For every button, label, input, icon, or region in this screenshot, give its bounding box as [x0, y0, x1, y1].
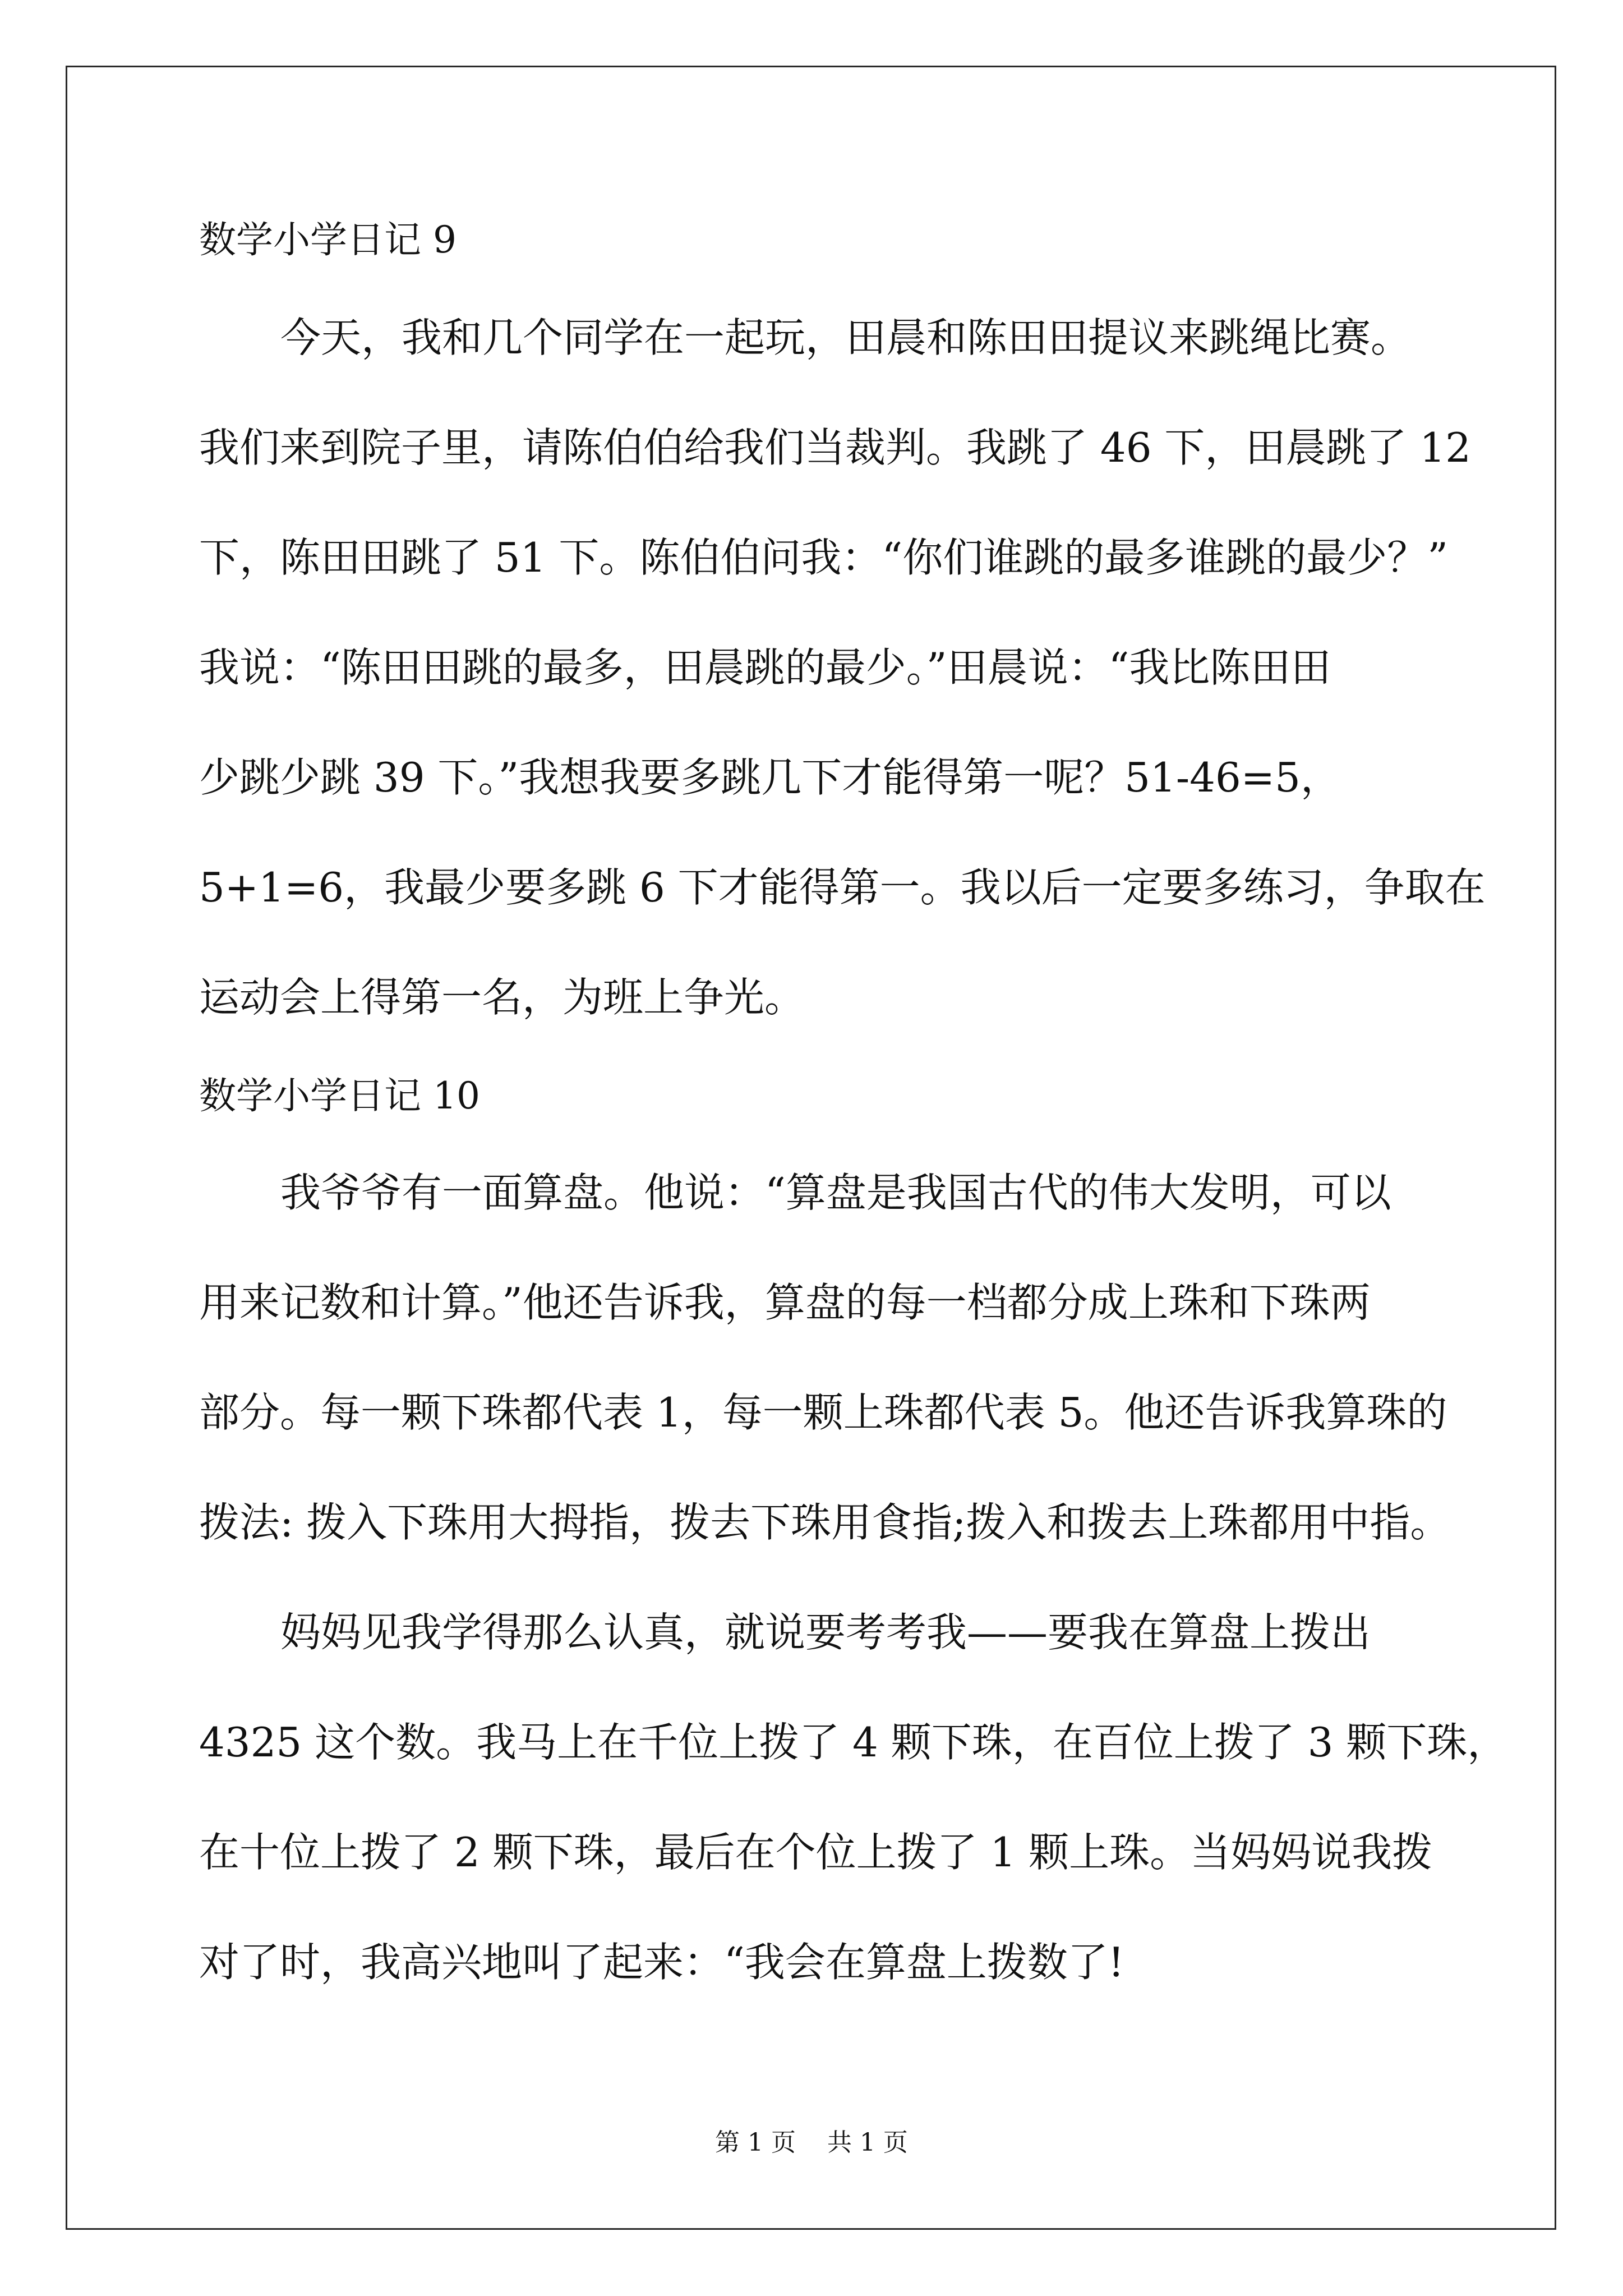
section-title: 数学小学日记 9 — [199, 218, 457, 261]
text-line: 我们来到院子里，请陈伯伯给我们当裁判。我跳了 46 下，田晨跳了 12 — [199, 424, 1471, 471]
text-line: 在十位上拨了 2 颗下珠，最后在个位上拨了 1 颗上珠。当妈妈说我拨 — [199, 1829, 1433, 1876]
text-line: 拨法: 拨入下珠用大拇指，拨去下珠用食指;拨入和拨去上珠都用中指。 — [199, 1499, 1451, 1546]
text-line: 对了时，我高兴地叫了起来：“我会在算盘上拨数了! — [199, 1939, 1124, 1986]
text-line: 用来记数和计算。”他还告诉我，算盘的每一档都分成上珠和下珠两 — [199, 1279, 1371, 1326]
text-line: 我爷爷有一面算盘。他说：“算盘是我国古代的伟大发明，可以 — [280, 1169, 1391, 1216]
text-line: 少跳少跳 39 下。”我想我要多跳几下才能得第一呢？51-46=5， — [199, 754, 1341, 801]
text-line: 部分。每一颗下珠都代表 1，每一颗上珠都代表 5。他还告诉我算珠的 — [199, 1389, 1447, 1436]
text-line: 下，陈田田跳了 51 下。陈伯伯问我：“你们谁跳的最多谁跳的最少？” — [199, 534, 1449, 581]
text-line: 4325 这个数。我马上在千位上拨了 4 颗下珠，在百位上拨了 3 颗下珠， — [199, 1719, 1508, 1766]
text-line: 今天，我和几个同学在一起玩，田晨和陈田田提议来跳绳比赛。 — [280, 314, 1412, 361]
page-number-footer: 第 1 页 共 1 页 — [715, 2128, 908, 2157]
text-line: 5+1=6，我最少要多跳 6 下才能得第一。我以后一定要多练习，争取在 — [199, 864, 1486, 911]
paragraph — [199, 1604, 1508, 1990]
text-line: 我说：“陈田田跳的最多，田晨跳的最少。”田晨说：“我比陈田田 — [199, 644, 1331, 691]
text-line: 运动会上得第一名，为班上争光。 — [199, 974, 805, 1021]
paragraph — [199, 310, 1486, 1025]
document-body — [199, 213, 1508, 1990]
section-title: 数学小学日记 10 — [199, 1074, 480, 1117]
text-line: 妈妈见我学得那么认真，就说要考考我——要我在算盘上拨出 — [280, 1609, 1371, 1656]
paragraph — [199, 1165, 1451, 1550]
